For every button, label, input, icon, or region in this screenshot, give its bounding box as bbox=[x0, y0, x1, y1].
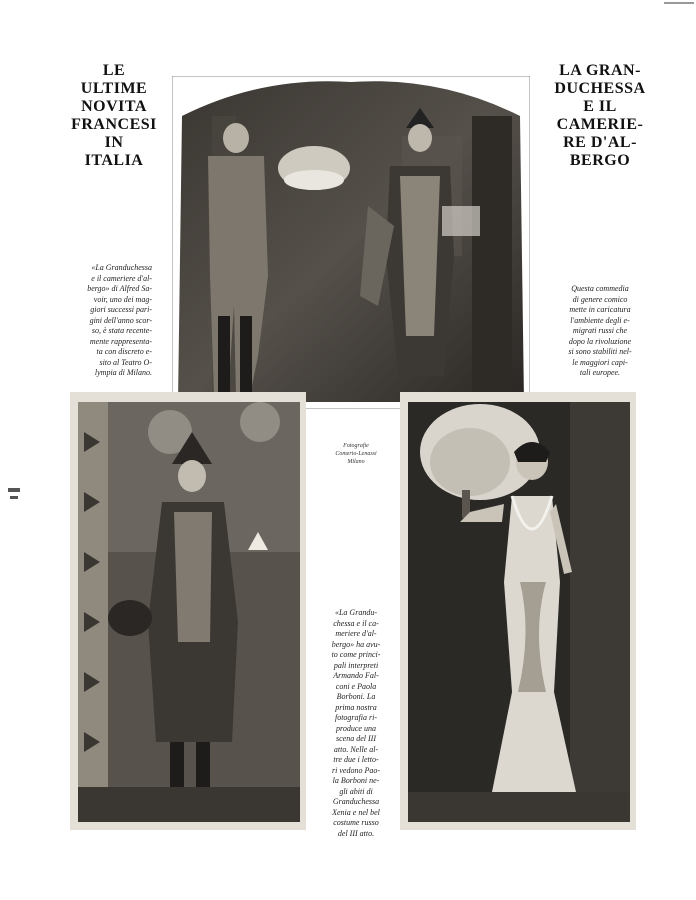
headline-line: CAMERIE- bbox=[556, 116, 644, 133]
caption-line: Granduchessa bbox=[332, 797, 380, 806]
headline-line: ULTIME bbox=[80, 80, 148, 97]
caption-line: so, è stata recente- bbox=[91, 326, 152, 335]
caption-line: la Borboni ne- bbox=[332, 776, 380, 785]
caption-line: lympia di Milano. bbox=[94, 368, 152, 377]
headline-line: IN bbox=[104, 134, 124, 151]
photo-gown-with-fan bbox=[400, 392, 636, 830]
photo-russian-costume bbox=[70, 392, 306, 830]
headline-line: RE D'AL- bbox=[563, 134, 637, 151]
scan-mark bbox=[664, 2, 694, 4]
caption-line: to come princi- bbox=[331, 650, 381, 659]
caption-line: gini dell'anno scor- bbox=[89, 315, 152, 325]
caption-line: sito al Teatro O- bbox=[99, 357, 152, 367]
caption-line: tre due i letto- bbox=[333, 755, 379, 764]
caption-line: produce una bbox=[336, 723, 376, 733]
headline-line: FRANCESI bbox=[71, 116, 157, 133]
caption-line: Xenia e nel bel bbox=[332, 807, 380, 817]
caption-line: gli abiti di bbox=[339, 786, 373, 796]
headline-line: LA GRAN- bbox=[559, 62, 641, 79]
headline-line: NOVITA bbox=[81, 98, 147, 115]
caption-line: ri vedono Pao- bbox=[332, 765, 380, 775]
headline-line: BERGO bbox=[569, 152, 631, 169]
caption-line: pali interpreti bbox=[333, 660, 379, 670]
caption-line: fotografia ri- bbox=[334, 713, 377, 722]
caption-line: giori successi pari- bbox=[90, 305, 152, 314]
caption-line: Questa commedia bbox=[571, 284, 629, 293]
caption-line: di genere comico bbox=[572, 294, 628, 304]
caption-line: Borboni. La bbox=[336, 692, 376, 701]
caption-left bbox=[56, 263, 152, 379]
headline-right bbox=[548, 62, 652, 170]
headline-left bbox=[62, 62, 166, 170]
credit-line: Comerio-Lenassi bbox=[335, 451, 377, 457]
caption-line: tali europee. bbox=[579, 368, 621, 377]
caption-line: mette in caricatura bbox=[569, 305, 631, 314]
photo-stage-scene bbox=[172, 76, 530, 409]
caption-line: coni e Paola bbox=[335, 681, 377, 691]
credit-line: Milano bbox=[347, 459, 365, 465]
caption-line: Armando Fal- bbox=[333, 671, 379, 680]
scan-mark bbox=[8, 488, 20, 492]
caption-line: atto. Nelle al- bbox=[333, 744, 379, 754]
headline-line: DUCHESSA bbox=[554, 80, 646, 97]
photo-credit bbox=[318, 442, 394, 466]
headline-line: E IL bbox=[583, 98, 617, 115]
caption-line: prima nostra bbox=[335, 702, 377, 712]
headline-line: LE bbox=[102, 62, 126, 79]
caption-line: costume russo bbox=[333, 818, 379, 827]
caption-line: ta con discreto e- bbox=[96, 347, 152, 356]
caption-line: «La Grandu- bbox=[334, 608, 377, 617]
credit-line: Fotografie bbox=[343, 443, 369, 449]
caption-middle bbox=[314, 608, 398, 839]
caption-line: le maggiori capi- bbox=[572, 357, 628, 367]
caption-line: scena del III bbox=[336, 734, 376, 743]
caption-line: voir, uno dei mag- bbox=[93, 294, 152, 304]
caption-line: si sono stabiliti nel- bbox=[568, 347, 632, 356]
caption-line: del III atto. bbox=[337, 828, 375, 838]
caption-line: e il cameriere d'al- bbox=[91, 273, 152, 283]
caption-line: bergo» di Alfred Sa- bbox=[87, 284, 152, 293]
caption-right bbox=[548, 284, 652, 379]
caption-line: migrati russi che bbox=[572, 326, 628, 335]
caption-line: l'ambiente degli e- bbox=[570, 315, 630, 325]
caption-line: mente rappresenta- bbox=[89, 336, 152, 346]
scan-mark bbox=[10, 496, 18, 499]
caption-line: bergo» ha avu- bbox=[331, 639, 381, 649]
caption-line: «La Granduchessa bbox=[91, 263, 152, 272]
headline-line: ITALIA bbox=[84, 152, 144, 169]
caption-line: dopo la rivoluzione bbox=[568, 336, 632, 346]
caption-line: chessa e il ca- bbox=[333, 618, 379, 628]
caption-line: meriere d'al- bbox=[335, 629, 377, 638]
